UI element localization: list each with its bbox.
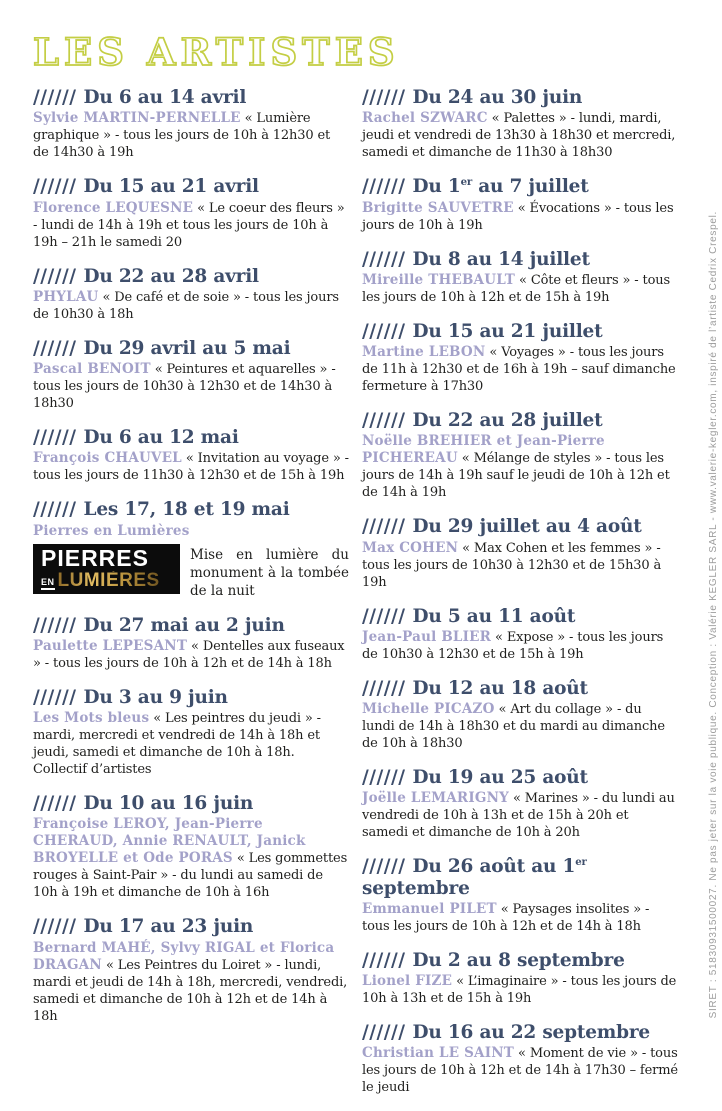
entry-date-text: Du 22 au 28 avril bbox=[83, 265, 259, 287]
entry-date-text: Du 15 au 21 juillet bbox=[412, 320, 603, 342]
slashes-decoration: ////// bbox=[362, 410, 406, 432]
entry-date-text: Du 19 au 25 août bbox=[412, 767, 588, 789]
artist-entry bbox=[33, 338, 349, 412]
slashes-decoration: ////// bbox=[362, 949, 406, 971]
entry-body bbox=[362, 110, 678, 161]
artist-entry bbox=[362, 950, 678, 1007]
artist-name: Max COHEN bbox=[362, 539, 459, 556]
entry-description: « Palettes » - lundi, mardi, jeudi et vendredi de 13h30 à 18h30 et mercredi, samedi et dimanche de 11h30 à 18h30 bbox=[362, 111, 676, 161]
entry-date-heading bbox=[362, 176, 678, 197]
entry-date-text: Du 26 août au 1 bbox=[412, 856, 576, 878]
artist-entry bbox=[33, 176, 349, 250]
artist-entry bbox=[362, 856, 678, 935]
artist-name: Mireille THEBAULT bbox=[362, 271, 516, 288]
slashes-decoration: ////// bbox=[362, 605, 406, 627]
artist-entry bbox=[33, 87, 349, 161]
entry-date-text: Du 24 au 30 juin bbox=[412, 87, 583, 108]
artist-entry bbox=[362, 249, 678, 306]
entry-description: « Côte et fleurs » - tous les jours de 10h à 12h et de 15h à 19h bbox=[362, 272, 670, 305]
column-left bbox=[33, 87, 349, 1040]
slashes-decoration: ////// bbox=[362, 320, 406, 342]
pierres-en-lumieres-logo bbox=[33, 544, 180, 594]
slashes-decoration: ////// bbox=[33, 916, 77, 938]
artist-entry bbox=[362, 321, 678, 395]
entry-description: « Peintures et aquarelles » - tous les jours de 10h30 à 12h30 et de 14h30 à 18h30 bbox=[33, 362, 336, 412]
artist-entry bbox=[33, 615, 349, 672]
entry-date-text: Du 6 au 14 avril bbox=[83, 87, 247, 108]
slashes-decoration: ////// bbox=[33, 686, 77, 708]
entry-body bbox=[362, 540, 678, 591]
slashes-decoration: ////// bbox=[33, 176, 77, 198]
artist-name: Emmanuel PILET bbox=[362, 900, 497, 917]
entry-description: « De café et de soie » - tous les jours de 10h30 à 18h bbox=[33, 289, 339, 322]
logo-line2 bbox=[41, 571, 172, 590]
entry-date-heading bbox=[33, 338, 349, 359]
entry-date-text: Les 17, 18 et 19 mai bbox=[83, 499, 290, 521]
entry-body bbox=[33, 710, 349, 778]
entry-date-heading bbox=[362, 950, 678, 971]
entry-body bbox=[362, 901, 678, 935]
entry-date-text: Du 8 au 14 juillet bbox=[412, 248, 590, 270]
entry-body bbox=[362, 1045, 678, 1096]
entry-body bbox=[33, 523, 349, 540]
entry-date-heading bbox=[362, 1022, 678, 1043]
entry-description: « Les gommettes rouges à Saint-Pair » - du lundi au samedi de 10h à 19h et dimanche de 10h à 16h bbox=[33, 851, 348, 901]
artist-name: Christian LE SAINT bbox=[362, 1045, 515, 1062]
entry-description: « Expose » - tous les jours de 10h30 à 12h30 et de 15h à 19h bbox=[362, 629, 664, 662]
entry-description: « Max Cohen et les femmes » - tous les jours de 10h30 à 12h30 et de 15h30 à 19h bbox=[362, 540, 662, 590]
entry-description: « Lumière graphique » - tous les jours de 10h à 12h30 et de 14h30 à 19h bbox=[33, 111, 331, 161]
artists-list bbox=[33, 87, 678, 1111]
artist-entry bbox=[33, 499, 349, 599]
column-right bbox=[362, 87, 678, 1111]
artist-entry bbox=[362, 606, 678, 663]
entry-description: « Dentelles aux fuseaux » - tous les jours de 10h à 12h et de 14h à 18h bbox=[33, 638, 345, 671]
logo-text-pierres: PIERRES bbox=[41, 545, 149, 572]
entry-body bbox=[362, 433, 678, 501]
artist-entry bbox=[33, 266, 349, 323]
artist-name: François CHAUVEL bbox=[33, 450, 182, 467]
artist-name: PHYLAU bbox=[33, 288, 99, 305]
slashes-decoration: ////// bbox=[33, 427, 77, 449]
entry-description: « Les peintres du jeudi » - mardi, mercredi et vendredi de 14h à 18h et jeudi, samedi et dimanche de 10h à 18h. Collectif d’artistes bbox=[33, 711, 321, 778]
slashes-decoration: ////// bbox=[362, 176, 406, 198]
entry-date-heading bbox=[362, 767, 678, 788]
artist-entry bbox=[362, 767, 678, 841]
entry-date-heading bbox=[33, 266, 349, 287]
entry-body bbox=[33, 940, 349, 1025]
artist-entry bbox=[362, 176, 678, 233]
slashes-decoration: ////// bbox=[33, 337, 77, 359]
artist-entry bbox=[362, 516, 678, 590]
artist-name: Martine LEBON bbox=[362, 344, 486, 361]
entry-description: « Mélange de styles » - tous les jours de 14h à 19h sauf le jeudi de 10h à 12h et de 14h à 19h bbox=[362, 451, 670, 501]
entry-date-heading bbox=[362, 87, 678, 108]
artist-entry bbox=[362, 410, 678, 501]
entry-date-text: Du 17 au 23 juin bbox=[83, 916, 254, 938]
entry-date-heading bbox=[33, 176, 349, 197]
artist-name: Brigitte SAUVETRE bbox=[362, 199, 514, 216]
entry-description: « Invitation au voyage » - tous les jours de 11h30 à 12h30 et de 15h à 19h bbox=[33, 451, 349, 484]
entry-date-text: Du 22 au 28 juillet bbox=[412, 410, 603, 432]
artist-name: Sylvie MARTIN-PERNELLE bbox=[33, 110, 241, 127]
slashes-decoration: ////// bbox=[362, 856, 406, 878]
entry-body bbox=[362, 701, 678, 752]
slashes-decoration: ////// bbox=[362, 87, 406, 108]
slashes-decoration: ////// bbox=[33, 265, 77, 287]
entry-body bbox=[33, 638, 349, 672]
entry-description: « Voyages » - tous les jours de 11h à 12h30 et de 16h à 19h – sauf dimanche fermeture à 17h30 bbox=[362, 345, 676, 395]
artist-name: Joëlle LEMARIGNY bbox=[362, 790, 509, 807]
pierres-caption: Mise en lumière du monument à la tombée de la nuit bbox=[190, 546, 349, 599]
entry-body bbox=[362, 973, 678, 1007]
entry-body bbox=[33, 361, 349, 412]
entry-description: « Paysages insolites » - tous les jours de 10h à 12h et de 14h à 18h bbox=[362, 901, 650, 934]
entry-date-text: Du 1 bbox=[412, 176, 461, 198]
entry-date-heading bbox=[33, 615, 349, 636]
slashes-decoration: ////// bbox=[33, 793, 77, 815]
slashes-decoration: ////// bbox=[362, 767, 406, 789]
page-title: LES ARTISTES bbox=[33, 30, 400, 74]
entry-date-text: Du 10 au 16 juin bbox=[83, 793, 254, 815]
entry-date-heading bbox=[33, 427, 349, 448]
entry-date-text: Du 6 au 12 mai bbox=[83, 427, 239, 449]
artist-name: Bernard MAHÉ, Sylvy RIGAL et Florica DRAGAN bbox=[33, 939, 335, 973]
entry-date-heading bbox=[362, 516, 678, 537]
entry-description: « Évocations » - tous les jours de 10h à 19h bbox=[362, 200, 674, 233]
entry-description: « L’imaginaire » - tous les jours de 10h à 13h et de 15h à 19h bbox=[362, 974, 677, 1007]
date-ordinal-suffix: er bbox=[575, 856, 587, 869]
entry-body bbox=[33, 289, 349, 323]
entry-body bbox=[362, 200, 678, 234]
artist-entry bbox=[362, 87, 678, 161]
entry-description: « Moment de vie » - tous les jours de 10h à 12h et de 14h à 17h30 – fermé le jeudi bbox=[362, 1046, 678, 1096]
entry-body bbox=[33, 816, 349, 901]
entry-description: « Marines » - du lundi au vendredi de 10h à 13h et de 15h à 20h et samedi et dimanche de 10h à 20h bbox=[362, 791, 675, 841]
entry-date-heading bbox=[362, 856, 678, 899]
entry-date-heading bbox=[33, 916, 349, 937]
entry-date-text: Du 5 au 11 août bbox=[412, 605, 576, 627]
entry-date-heading bbox=[33, 87, 349, 108]
artist-name: Lionel FIZE bbox=[362, 973, 453, 990]
entry-date-heading bbox=[362, 678, 678, 699]
entry-body bbox=[362, 629, 678, 663]
entry-date-text: Du 29 avril au 5 mai bbox=[83, 337, 291, 359]
entry-description: « Le coeur des fleurs » - lundi de 14h à 19h et tous les jours de 10h à 19h – 21h le samedi 20 bbox=[33, 200, 345, 250]
slashes-decoration: ////// bbox=[33, 614, 77, 636]
entry-date-text: Du 27 mai au 2 juin bbox=[83, 614, 285, 636]
slashes-decoration: ////// bbox=[362, 677, 406, 699]
logo-text-lumieres: LUMIÈRES bbox=[57, 570, 160, 592]
entry-date-text-after: septembre bbox=[362, 877, 470, 899]
entry-date-heading bbox=[33, 793, 349, 814]
entry-date-heading bbox=[33, 687, 349, 708]
entry-body bbox=[33, 450, 349, 484]
entry-body bbox=[362, 790, 678, 841]
entry-date-heading bbox=[362, 410, 678, 431]
entry-date-text: Du 3 au 9 juin bbox=[83, 686, 228, 708]
artist-name: Noëlle BREHIER et Jean-Pierre PICHEREAU bbox=[362, 433, 605, 467]
entry-date-text: Du 12 au 18 août bbox=[412, 677, 588, 699]
artist-name: Les Mots bleus bbox=[33, 710, 150, 727]
entry-date-heading bbox=[362, 321, 678, 342]
artist-entry bbox=[33, 916, 349, 1024]
artist-entry bbox=[362, 678, 678, 752]
pierres-block bbox=[33, 544, 349, 600]
artist-name: Pierres en Lumières bbox=[33, 522, 190, 539]
entry-description: « Les Peintres du Loiret » - lundi, mardi et jeudi de 14h à 18h, mercredi, vendredi, samedi et dimanche de 10h à 12h et de 14h à 18h bbox=[33, 957, 348, 1024]
entry-date-text: Du 29 juillet au 4 août bbox=[412, 516, 642, 538]
entry-body bbox=[33, 200, 349, 251]
entry-date-text: Du 2 au 8 septembre bbox=[412, 949, 625, 971]
entry-date-heading bbox=[362, 606, 678, 627]
artist-name: Michelle PICAZO bbox=[362, 701, 495, 718]
artist-name: Paulette LEPESANT bbox=[33, 637, 188, 654]
entry-description: « Art du collage » - du lundi de 14h à 18h30 et du mardi au dimanche de 10h à 18h30 bbox=[362, 702, 665, 752]
artist-name: Françoise LEROY, Jean-Pierre CHERAUD, Annie RENAULT, Janick BROYELLE et Ode PORAS bbox=[33, 816, 306, 867]
artist-entry bbox=[33, 793, 349, 901]
artist-entry bbox=[362, 1022, 678, 1096]
slashes-decoration: ////// bbox=[33, 87, 77, 108]
entry-body bbox=[362, 272, 678, 306]
slashes-decoration: ////// bbox=[33, 499, 77, 521]
artist-name: Jean-Paul BLIER bbox=[362, 628, 492, 645]
slashes-decoration: ////// bbox=[362, 248, 406, 270]
artist-name: Pascal BENOIT bbox=[33, 361, 151, 378]
entry-body bbox=[33, 110, 349, 161]
entry-body bbox=[362, 344, 678, 395]
sidebar-credits-text: SIRET : 51830931500027. Ne pas jeter sur la voie publique. Conception : Valérie KEGLER SARL - www.valerie-kegler.com, inspiré de l’artiste Cedrix Crespel. bbox=[708, 210, 719, 1018]
logo-text-en: EN bbox=[41, 578, 55, 590]
artist-name: Rachel SZWARC bbox=[362, 110, 488, 127]
entry-date-text-after: au 7 juillet bbox=[471, 176, 589, 198]
entry-date-text: Du 16 au 22 septembre bbox=[412, 1022, 650, 1044]
entry-date-heading bbox=[33, 499, 349, 520]
artist-name: Florence LEQUESNE bbox=[33, 199, 194, 216]
slashes-decoration: ////// bbox=[362, 516, 406, 538]
slashes-decoration: ////// bbox=[362, 1022, 406, 1044]
artist-entry bbox=[33, 687, 349, 778]
entry-date-text: Du 15 au 21 avril bbox=[83, 176, 259, 198]
entry-date-heading bbox=[362, 249, 678, 270]
date-ordinal-suffix: er bbox=[460, 176, 472, 189]
artist-entry bbox=[33, 427, 349, 484]
